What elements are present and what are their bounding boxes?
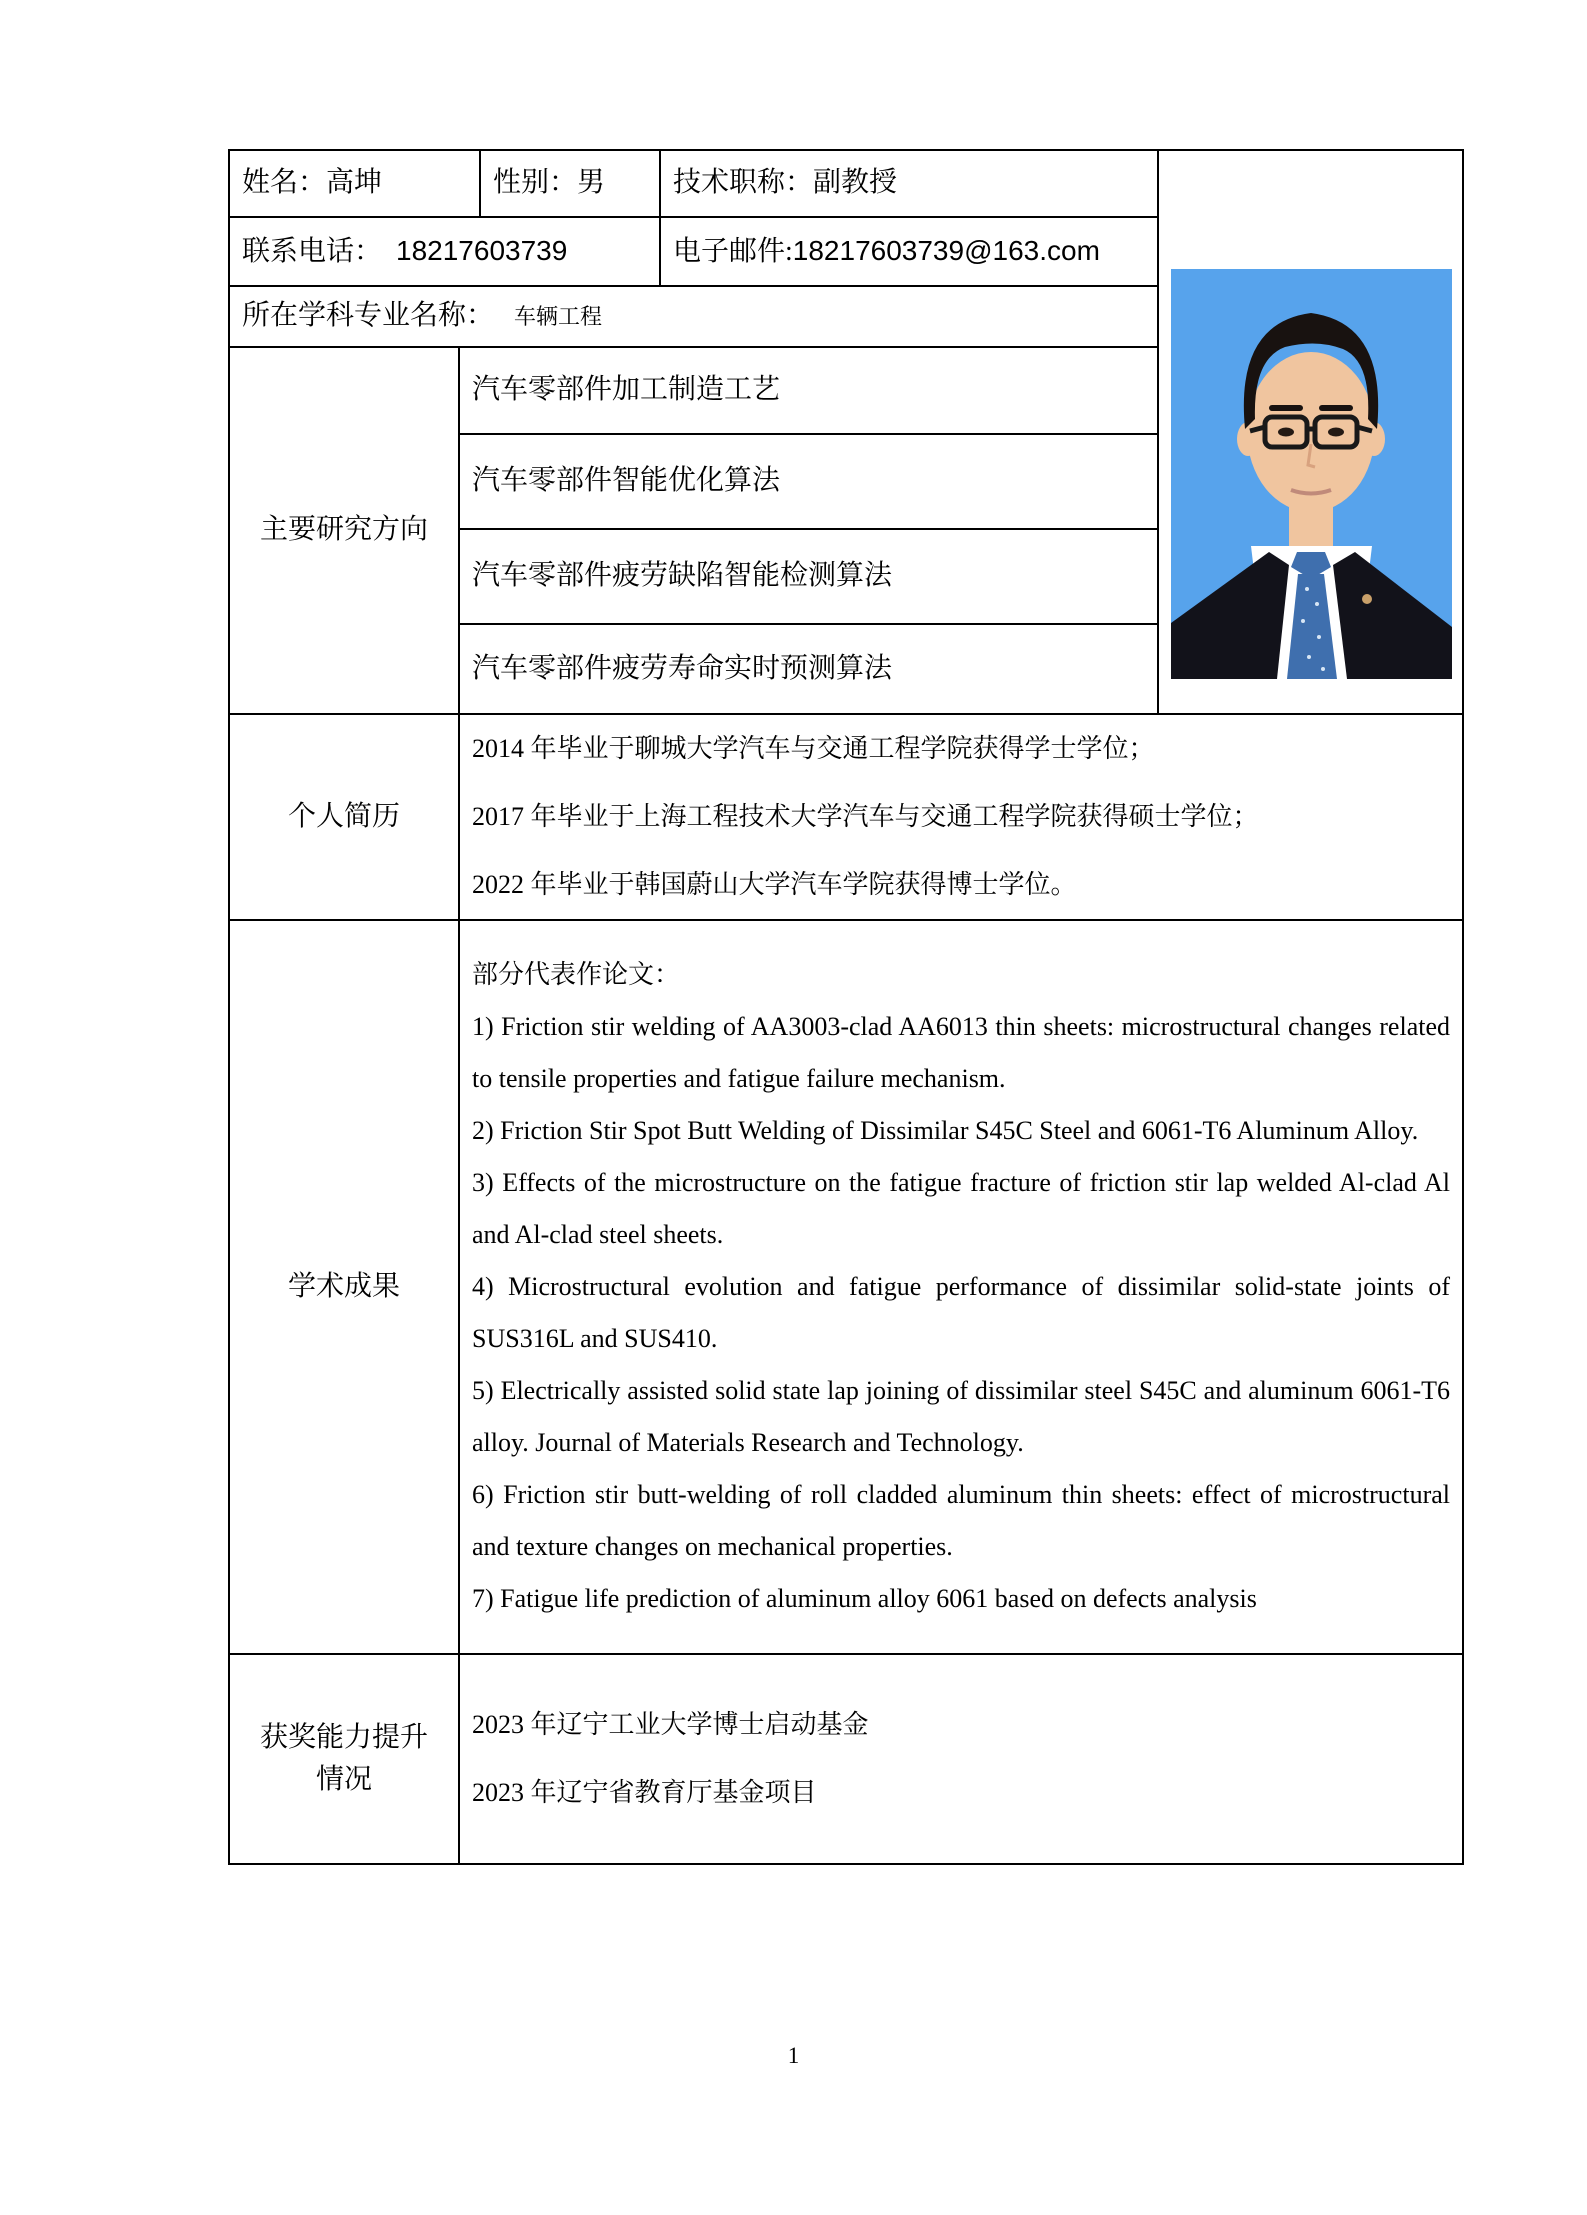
achievements-content-cell bbox=[459, 920, 1463, 1654]
resume-label: 个人简历 bbox=[287, 800, 400, 832]
left-eyebrow bbox=[1269, 405, 1303, 411]
research-item-1: 汽车零部件加工制造工艺 bbox=[472, 374, 781, 406]
row-resume bbox=[229, 714, 1463, 920]
row-achievements bbox=[229, 920, 1463, 1654]
email-value: 18217603739@163.com bbox=[792, 234, 1100, 266]
name-label: 姓名： bbox=[242, 167, 327, 199]
paper-item: 6) Friction stir butt-welding of roll cladded aluminum thin sheets: effect of microstructural and texture changes on mechanical properties. bbox=[472, 1480, 1450, 1561]
research-item-cell bbox=[459, 347, 1158, 434]
name-cell bbox=[229, 150, 480, 217]
resume-line: 2022 年毕业于韩国蔚山大学汽车学院获得博士学位。 bbox=[472, 870, 1077, 899]
id-photo bbox=[1171, 269, 1452, 679]
page-number: 1 bbox=[787, 2043, 800, 2068]
resume-content-cell bbox=[459, 714, 1463, 920]
email-cell bbox=[660, 217, 1158, 286]
phone-cell bbox=[229, 217, 660, 286]
research-item-2: 汽车零部件智能优化算法 bbox=[472, 465, 781, 497]
gender-cell bbox=[480, 150, 660, 217]
row-basic-1 bbox=[229, 150, 1463, 217]
paper-item: 5) Electrically assisted solid state lap joining of dissimilar steel S45C and aluminum 6061-T6 alloy. Journal of Materials Research and Technology. bbox=[472, 1376, 1450, 1457]
resume-line: 2017 年毕业于上海工程技术大学汽车与交通工程学院获得硕士学位； bbox=[472, 802, 1259, 831]
job-title-value: 副教授 bbox=[813, 167, 898, 199]
department-value: 车辆工程 bbox=[514, 304, 603, 330]
phone-value: 18217603739 bbox=[396, 234, 568, 266]
department-label: 所在学科专业名称： bbox=[242, 300, 495, 332]
left-eye bbox=[1278, 428, 1294, 437]
paper-item: 4) Microstructural evolution and fatigue performance of dissimilar solid-state joints of SUS316L and SUS410. bbox=[472, 1272, 1450, 1353]
research-label: 主要研究方向 bbox=[259, 514, 428, 546]
award-line: 2023 年辽宁省教育厅基金项目 bbox=[472, 1778, 817, 1807]
gender-label: 性别： bbox=[493, 167, 578, 199]
paper-item: 7) Fatigue life prediction of aluminum alloy 6061 based on defects analysis bbox=[472, 1584, 1257, 1613]
profile-table bbox=[228, 149, 1464, 1865]
paper-item: 3) Effects of the microstructure on the fatigue fracture of friction stir lap welded Al-clad Al and Al-clad steel sheets. bbox=[472, 1168, 1450, 1249]
research-label-cell bbox=[229, 347, 459, 714]
row-awards bbox=[229, 1654, 1463, 1864]
department-cell bbox=[229, 286, 1158, 347]
award-line: 2023 年辽宁工业大学博士启动基金 bbox=[472, 1710, 869, 1739]
research-item-cell bbox=[459, 434, 1158, 529]
right-eye bbox=[1328, 428, 1344, 437]
research-item-3: 汽车零部件疲劳缺陷智能检测算法 bbox=[472, 560, 893, 592]
email-label: 电子邮件: bbox=[673, 235, 793, 267]
research-item-cell bbox=[459, 624, 1158, 714]
right-eyebrow bbox=[1319, 405, 1353, 411]
phone-label: 联系电话： bbox=[242, 235, 383, 267]
achievements-label-cell bbox=[229, 920, 459, 1654]
paper-item: 2) Friction Stir Spot Butt Welding of Dissimilar S45C Steel and 6061-T6 Aluminum Alloy. bbox=[472, 1116, 1419, 1145]
paper-item: 1) Friction stir welding of AA3003-clad AA6013 thin sheets: microstructural changes related to tensile properties and fatigue failure mechanism. bbox=[472, 1012, 1450, 1093]
resume-line: 2014 年毕业于聊城大学汽车与交通工程学院获得学士学位； bbox=[472, 734, 1155, 763]
awards-label-cell bbox=[229, 1654, 459, 1864]
achievements-intro: 部分代表作论文： bbox=[472, 960, 681, 989]
job-title-label: 技术职称： bbox=[673, 167, 814, 199]
research-item-4: 汽车零部件疲劳寿命实时预测算法 bbox=[472, 652, 893, 684]
gender-value: 男 bbox=[577, 167, 606, 199]
awards-label: 获奖能力提升情况 bbox=[259, 1722, 428, 1795]
research-item-cell bbox=[459, 529, 1158, 624]
name-value: 高坤 bbox=[326, 167, 383, 199]
achievements-label: 学术成果 bbox=[287, 1270, 400, 1302]
photo-cell bbox=[1158, 150, 1463, 714]
resume-label-cell bbox=[229, 714, 459, 920]
awards-content-cell bbox=[459, 1654, 1463, 1864]
lapel-pin bbox=[1362, 594, 1372, 604]
job-title-cell bbox=[660, 150, 1158, 217]
